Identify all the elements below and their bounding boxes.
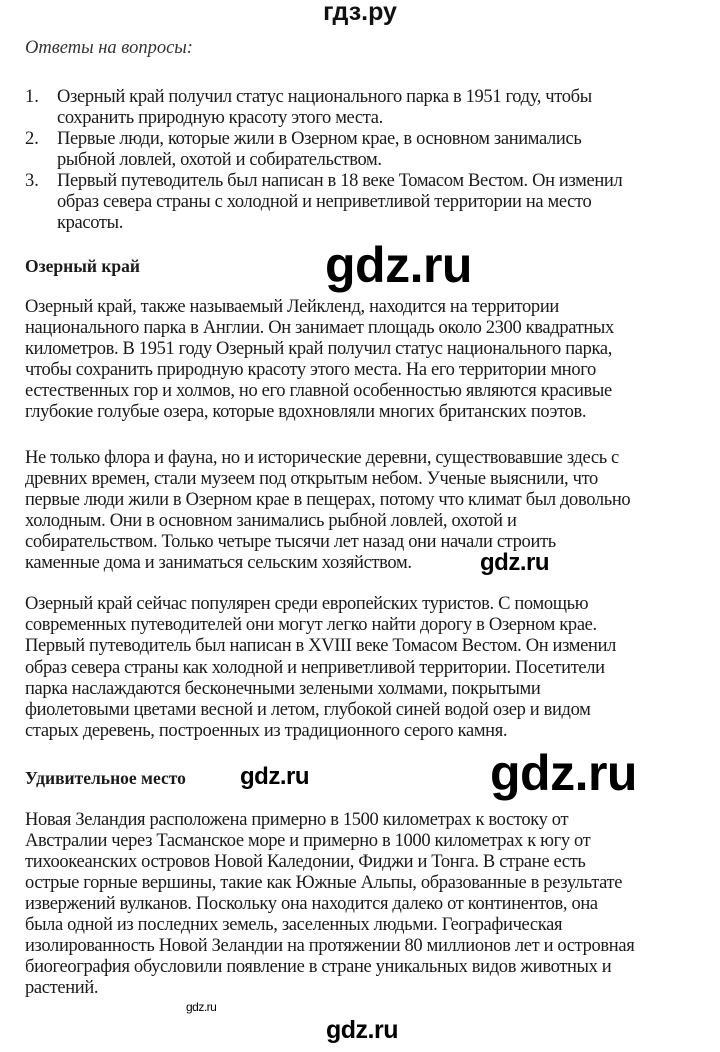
answer-line: образ севера страны с холодной и неприветливой территории на место	[57, 192, 592, 212]
paragraph-line: естественных гор и холмов, но его главной особенностью являются красивые	[25, 381, 612, 401]
paragraph-line: парка наслаждаются бесконечными зелеными холмами, покрытыми	[25, 678, 541, 699]
paragraph-line: национального парка в Англии. Он занимает площадь около 2300 квадратных	[25, 318, 614, 338]
answer-line: Первые люди, которые жили в Озерном крае, в основном занимались	[57, 129, 582, 149]
paragraph-line: тихоокеанских островов Новой Каледонии, Фиджи и Тонга. В стране есть	[25, 852, 586, 872]
section-heading-amazing-place: Удивительное место	[25, 768, 186, 788]
paragraph-line: изолированность Новой Зеландии на протяжении 80 миллионов лет и островная	[25, 936, 635, 956]
paragraph-line: каменные дома и заниматься сельским хозяйством.	[25, 553, 412, 573]
paragraph-line: фиолетовыми цветами весной и летом, глубокой синей водой озер и видом	[25, 700, 591, 720]
paragraph-line: Новая Зеландия расположена примерно в 1500 километрах к востоку от	[25, 810, 569, 830]
paragraph-line: извержений вулканов. Поскольку она находится далеко от континентов, она	[25, 894, 598, 914]
site-title: гдз.ру	[323, 0, 397, 26]
watermark: gdz.ru	[490, 745, 637, 801]
paragraph-line: образ севера страны как холодной и неприветливой территории. Посетители	[25, 657, 605, 678]
paragraph-line: древних времен, стали музеем под открытым небом. Ученые выяснили, что	[25, 469, 598, 489]
watermark: gdz.ru	[325, 237, 472, 293]
paragraph-line: километров. В 1951 году Озерный край получил статус национального парка,	[25, 339, 613, 359]
paragraph-line: биогеография обусловили появление в стране уникальных видов животных и	[25, 957, 612, 977]
answer-line: Первый путеводитель был написан в 18 веке Томасом Вестом. Он изменил	[57, 171, 623, 191]
watermark: gdz.ru	[240, 763, 309, 790]
watermark: gdz.ru	[480, 549, 549, 576]
answer-line: сохранить природную красоту этого места.	[57, 108, 383, 128]
paragraph-line: растений.	[25, 978, 99, 998]
paragraph-line: Австралии через Тасманское море и примерно в 1000 километрах к югу от	[25, 831, 591, 851]
paragraph-line: Не только флора и фауна, но и исторические деревни, существовавшие здесь с	[25, 448, 619, 468]
paragraph-line: современных путеводителей они могут легко найти дорогу в Озерном крае.	[25, 615, 597, 636]
answer-line: красоты.	[57, 213, 124, 233]
answer-line: рыбной ловлей, охотой и собирательством.	[57, 150, 382, 170]
paragraph-line: была одной из последних земель, заселенных людьми. Географическая	[25, 915, 563, 935]
paragraph-line: Первый путеводитель был написан в XVIII веке Томасом Вестом. Он изменил	[25, 636, 617, 657]
paragraph-line: собирательством. Только четыре тысячи лет назад они начали строить	[25, 532, 556, 552]
paragraph-line: Озерный край, также называемый Лейкленд, находится на территории	[25, 297, 559, 317]
section-heading-lake-district: Озерный край	[25, 256, 140, 276]
paragraph-line: Озерный край сейчас популярен среди европейских туристов. С помощью	[25, 594, 589, 614]
answers-heading: Ответы на вопросы:	[25, 38, 193, 58]
answer-line: Озерный край получил статус национального парка в 1951 году, чтобы	[57, 87, 592, 107]
paragraph-line: первые люди жили в Озерном крае в пещерах, потому что климат был довольно	[25, 490, 631, 510]
answer-number: 3.	[25, 171, 39, 191]
watermark: gdz.ru	[186, 1000, 217, 1014]
watermark: gdz.ru	[326, 1016, 398, 1044]
answer-number: 2.	[25, 129, 39, 149]
paragraph-line: острые горные вершины, такие как Южные Альпы, образованные в результате	[25, 873, 623, 893]
answer-number: 1.	[25, 87, 39, 107]
paragraph-line: холодным. Они в основном занимались рыбной ловлей, охотой и	[25, 511, 517, 531]
paragraph-line: чтобы сохранить природную красоту этого места. На его территории много	[25, 360, 596, 380]
paragraph-line: старых деревень, построенных из традиционного серого камня.	[25, 721, 508, 742]
paragraph-line: глубокие голубые озера, которые вдохновляли многих британских поэтов.	[25, 402, 587, 422]
